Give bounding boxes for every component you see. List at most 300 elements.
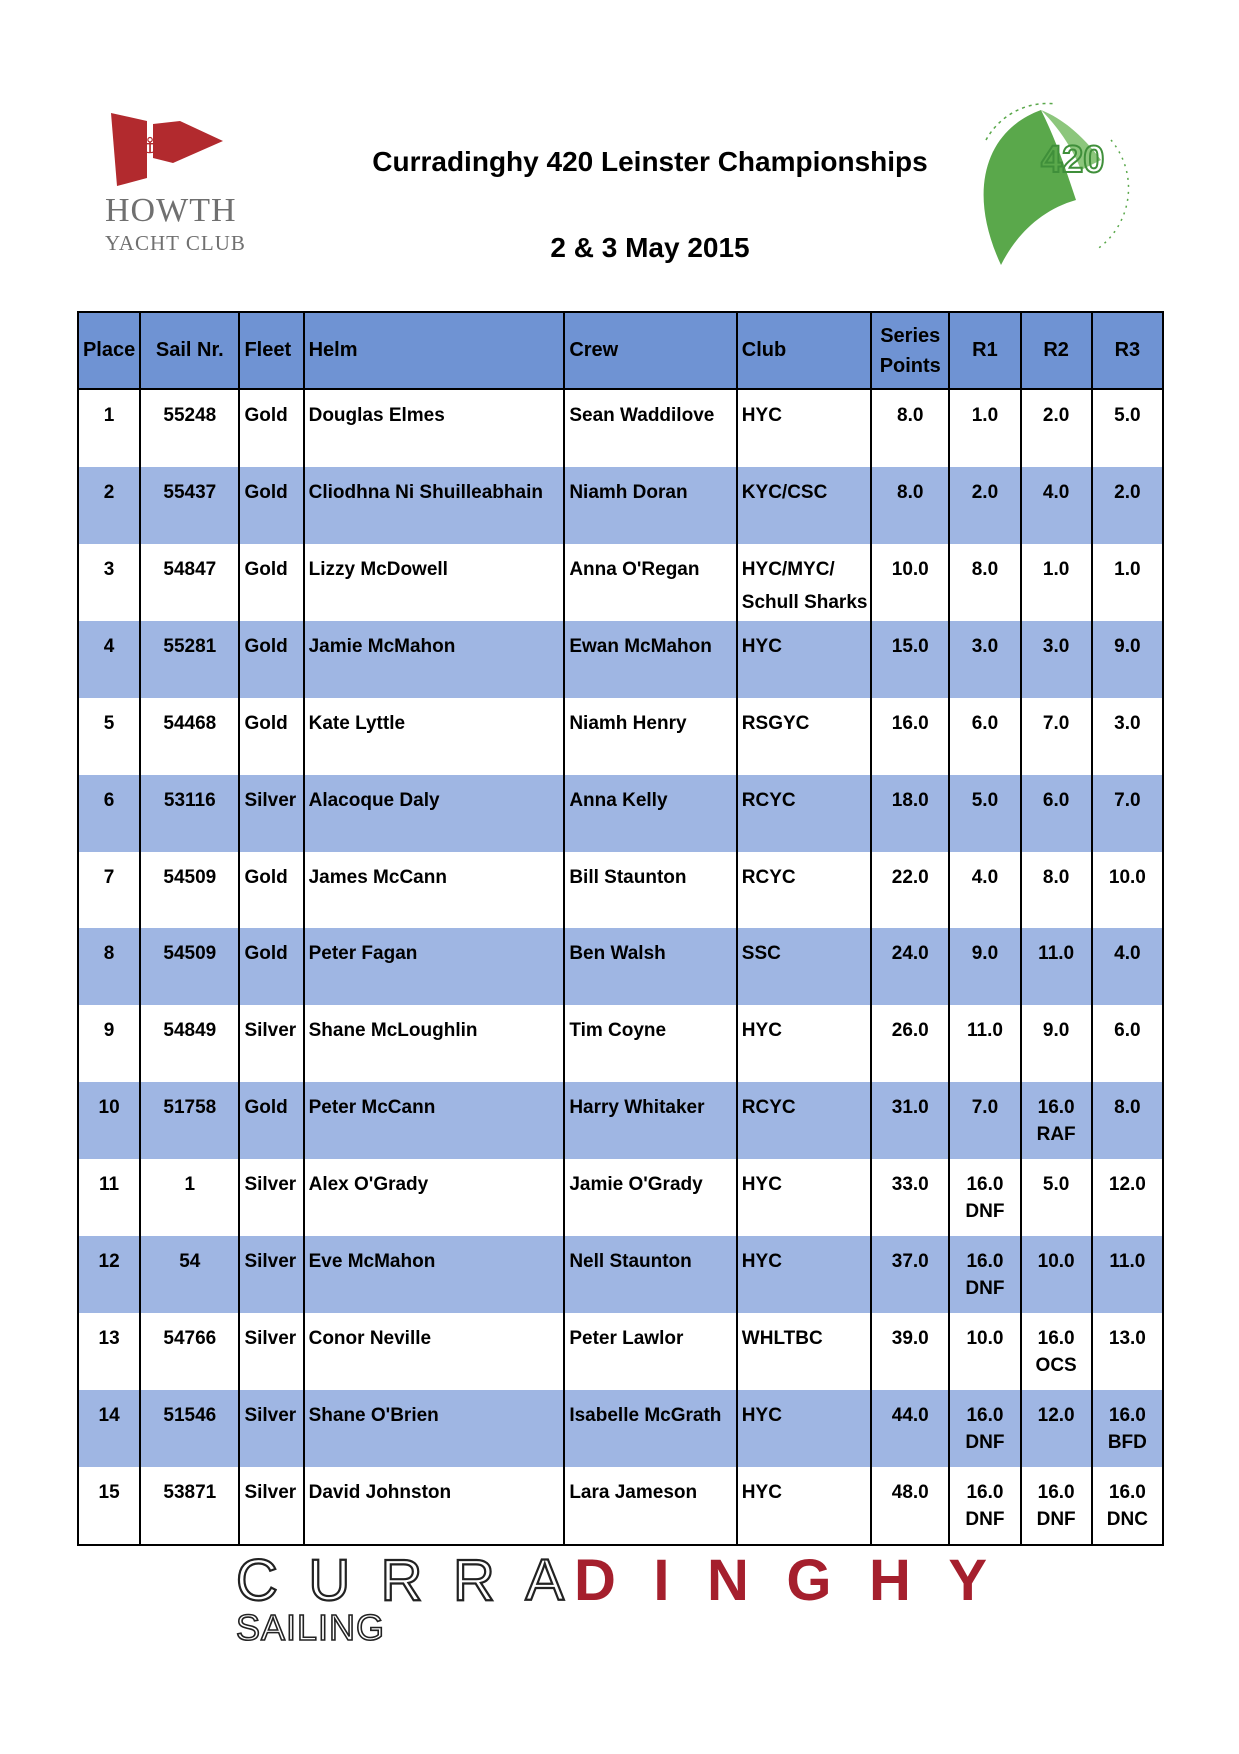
race-penalty-code: DNF (965, 1432, 1005, 1454)
cell-r1-value: 16.0 (966, 1405, 1004, 1427)
cell-fleet (239, 1313, 303, 1390)
table-row (78, 852, 1163, 929)
cell-helm-value: Conor Neville (308, 1328, 432, 1350)
cell-helm-value: Peter Fagan (308, 943, 418, 965)
cell-r2 (1021, 389, 1092, 467)
col-r2: R2 (1021, 312, 1092, 389)
cell-r2-value: 16.0 (1037, 1097, 1075, 1119)
cell-sail-nr-value: 55248 (163, 405, 217, 426)
cell-fleet-value: Silver (244, 1405, 297, 1427)
cell-club-value: SSC (741, 943, 781, 965)
cell-sail-nr (140, 1159, 239, 1236)
race-penalty-code: DNF (1036, 1508, 1076, 1530)
cell-series-points (871, 1005, 949, 1082)
cell-r3-value: 8.0 (1114, 1097, 1141, 1119)
cell-series-points (871, 1159, 949, 1236)
cell-sail-nr-value: 54847 (163, 558, 217, 580)
cell-helm-value: Eve McMahon (308, 1251, 436, 1273)
cell-r2-value: 9.0 (1042, 1020, 1070, 1042)
cell-helm (304, 1236, 565, 1313)
cell-series-points-value: 44.0 (891, 1405, 929, 1427)
cell-r3 (1092, 698, 1163, 775)
table-header-row (78, 312, 1163, 389)
cell-series-points (871, 1467, 949, 1545)
cell-r1-value: 8.0 (971, 558, 999, 580)
cell-r2 (1021, 1313, 1092, 1390)
cell-series-points (871, 621, 949, 698)
table-row (78, 928, 1163, 1005)
results-table (77, 311, 1164, 1546)
cell-fleet-value: Silver (244, 789, 297, 811)
cell-crew-value: Bill Staunton (569, 866, 687, 888)
cell-r3 (1092, 1159, 1163, 1236)
cell-club-value: HYC (741, 1174, 782, 1196)
cell-club-value: HYC (741, 1481, 782, 1503)
cell-r2-value: 8.0 (1042, 866, 1070, 888)
cell-crew-value: Ewan McMahon (569, 635, 712, 657)
cell-sail-nr-value: 53116 (163, 789, 216, 811)
cell-r2 (1021, 775, 1092, 852)
cell-r3 (1092, 928, 1163, 1005)
international-420-logo (946, 100, 1152, 280)
col-sail-nr: Sail Nr. (140, 312, 239, 389)
cell-helm-value: Douglas Elmes (308, 405, 445, 426)
cell-crew (564, 544, 736, 621)
cell-sail-nr (140, 467, 239, 544)
cell-crew (564, 389, 736, 467)
cell-fleet (239, 775, 303, 852)
cell-r2 (1021, 544, 1092, 621)
cell-club-value: RSGYC (741, 712, 810, 734)
cell-place-value: 3 (103, 558, 115, 580)
cell-club-value: HYC (741, 405, 782, 426)
cell-r1-value: 10.0 (966, 1328, 1004, 1350)
cell-helm-value: Shane O'Brien (308, 1405, 439, 1427)
cell-crew (564, 1236, 736, 1313)
cell-series-points-value: 39.0 (891, 1328, 929, 1350)
cell-r1-value: 1.0 (971, 405, 999, 426)
cell-fleet-value: Silver (244, 1328, 297, 1350)
table-row (78, 775, 1163, 852)
cell-crew-value: Nell Staunton (569, 1251, 692, 1273)
cell-r3 (1092, 852, 1163, 929)
race-penalty-code: DNF (965, 1508, 1005, 1530)
cell-r2-value: 7.0 (1042, 712, 1070, 734)
cell-r1-value: 16.0 (966, 1481, 1004, 1503)
cell-place (78, 1082, 140, 1159)
col-club: Club (737, 312, 871, 389)
cell-helm-value: Kate Lyttle (308, 712, 406, 734)
cell-r3 (1092, 1082, 1163, 1159)
cell-fleet (239, 928, 303, 1005)
cell-sail-nr (140, 775, 239, 852)
cell-fleet-value: Gold (244, 712, 288, 734)
cell-r3-value: 4.0 (1114, 943, 1141, 965)
cell-helm-value: Lizzy McDowell (308, 558, 448, 580)
brand-dinghy: DINGHY (574, 1552, 989, 1613)
cell-r3-value: 10.0 (1108, 866, 1146, 888)
flag-right-icon (153, 121, 223, 163)
cell-club-value: KYC/CSC (741, 481, 828, 503)
cell-r3-value: 1.0 (1114, 558, 1141, 580)
cell-series-points (871, 389, 949, 467)
cell-r2-value: 4.0 (1042, 481, 1070, 503)
cell-sail-nr (140, 698, 239, 775)
cell-helm-value: Jamie McMahon (308, 635, 456, 657)
cell-r1-value: 4.0 (971, 866, 999, 888)
cell-sail-nr-value: 1 (184, 1174, 196, 1196)
cell-crew-value: Tim Coyne (569, 1020, 667, 1042)
cell-sail-nr (140, 1082, 239, 1159)
cell-crew (564, 621, 736, 698)
cell-place (78, 928, 140, 1005)
col-crew: Crew (564, 312, 736, 389)
cell-r1-value: 9.0 (971, 943, 999, 965)
cell-series-points-value: 16.0 (891, 712, 929, 734)
cell-place (78, 852, 140, 929)
cell-club (737, 467, 871, 544)
cell-fleet-value: Silver (244, 1020, 297, 1042)
cell-crew (564, 1005, 736, 1082)
cell-r3 (1092, 1313, 1163, 1390)
cell-club-value: RCYC (741, 866, 796, 888)
cell-crew-value: Jamie O'Grady (569, 1174, 703, 1196)
cell-helm (304, 852, 565, 929)
table-row (78, 467, 1163, 544)
race-penalty-code: OCS (1035, 1355, 1077, 1377)
table-row (78, 1236, 1163, 1313)
cell-helm-value: Alacoque Daly (308, 789, 440, 811)
cell-fleet (239, 852, 303, 929)
cell-crew (564, 1082, 736, 1159)
cell-r2 (1021, 1005, 1092, 1082)
cell-sail-nr-value: 51758 (163, 1097, 217, 1119)
cell-fleet (239, 1005, 303, 1082)
cell-helm (304, 775, 565, 852)
cell-sail-nr (140, 1313, 239, 1390)
cell-r1-value: 3.0 (971, 635, 999, 657)
cell-series-points-value: 18.0 (891, 789, 929, 811)
cell-club-value: RCYC (741, 1097, 796, 1119)
brand-sailing: SAILING (236, 1607, 386, 1642)
cell-helm (304, 467, 565, 544)
cell-r2-value: 16.0 (1037, 1328, 1075, 1350)
cell-r2 (1021, 852, 1092, 929)
cell-club (737, 852, 871, 929)
cell-sail-nr (140, 852, 239, 929)
cell-sail-nr-value: 54849 (163, 1020, 217, 1042)
cell-place (78, 1005, 140, 1082)
cell-crew-value: Ben Walsh (569, 943, 666, 965)
cell-series-points-value: 37.0 (891, 1251, 929, 1273)
cell-club-value: HYC (741, 1251, 782, 1273)
cell-fleet (239, 1236, 303, 1313)
cell-club (737, 544, 871, 621)
cell-crew (564, 852, 736, 929)
anchor-icon: ⚓ (140, 134, 160, 159)
cell-series-points (871, 698, 949, 775)
cell-r1-value: 7.0 (971, 1097, 999, 1119)
cell-fleet-value: Gold (244, 481, 288, 503)
cell-crew (564, 1467, 736, 1545)
cell-r3 (1092, 389, 1163, 467)
cell-place-value: 1 (103, 405, 115, 426)
table-row (78, 1005, 1163, 1082)
cell-fleet (239, 621, 303, 698)
cell-r3 (1092, 1390, 1163, 1467)
cell-sail-nr-value: 54509 (163, 943, 217, 965)
cell-r3 (1092, 1467, 1163, 1545)
cell-series-points-value: 26.0 (891, 1020, 929, 1042)
cell-r1 (949, 1390, 1020, 1467)
cell-club (737, 1313, 871, 1390)
cell-fleet-value: Silver (244, 1251, 297, 1273)
cell-place-value: 13 (98, 1328, 120, 1350)
cell-place-value: 7 (103, 866, 115, 888)
cell-r3 (1092, 775, 1163, 852)
cell-crew (564, 1313, 736, 1390)
cell-r1 (949, 852, 1020, 929)
cell-r2 (1021, 698, 1092, 775)
cell-r2-value: 6.0 (1042, 789, 1070, 811)
cell-r2 (1021, 467, 1092, 544)
cell-sail-nr-value: 54 (179, 1251, 201, 1273)
cell-r1-value: 16.0 (966, 1251, 1004, 1273)
cell-helm-value: Cliodhna Ni Shuilleabhain (308, 481, 543, 503)
cell-fleet (239, 467, 303, 544)
cell-place (78, 775, 140, 852)
table-row (78, 698, 1163, 775)
cell-helm-value: David Johnston (308, 1481, 452, 1503)
cell-sail-nr (140, 1005, 239, 1082)
table-row (78, 1313, 1163, 1390)
cell-crew-value: Isabelle McGrath (569, 1405, 722, 1427)
cell-r2-value: 16.0 (1037, 1481, 1075, 1503)
cell-place-value: 8 (103, 943, 115, 965)
race-penalty-code: BFD (1107, 1432, 1147, 1454)
cell-r3 (1092, 621, 1163, 698)
cell-series-points-value: 8.0 (897, 481, 924, 503)
cell-r2 (1021, 928, 1092, 1005)
cell-place (78, 544, 140, 621)
cell-fleet (239, 1467, 303, 1545)
col-place: Place (78, 312, 140, 389)
cell-fleet (239, 544, 303, 621)
cell-r2-value: 2.0 (1042, 405, 1070, 426)
cell-sail-nr-value: 53871 (163, 1481, 217, 1503)
cell-club-line2: Schull Sharks (741, 591, 868, 613)
yacht-club-name: YACHT CLUB (105, 231, 246, 255)
cell-r3-value: 3.0 (1114, 712, 1141, 734)
cell-sail-nr-value: 54468 (163, 712, 217, 734)
cell-place-value: 5 (103, 712, 115, 734)
cell-place-value: 10 (98, 1097, 120, 1119)
cell-r3 (1092, 1005, 1163, 1082)
page-title: Curradinghy 420 Leinster Championships (372, 146, 928, 177)
cell-crew-value: Anna Kelly (569, 789, 668, 811)
cell-fleet-value: Gold (244, 635, 288, 657)
cell-sail-nr (140, 544, 239, 621)
cell-club (737, 1236, 871, 1313)
cell-helm (304, 621, 565, 698)
cell-fleet-value: Gold (244, 1097, 288, 1119)
cell-place (78, 1390, 140, 1467)
cell-series-points (871, 1313, 949, 1390)
table-row (78, 1390, 1163, 1467)
cell-sail-nr (140, 1467, 239, 1545)
cell-r2-value: 12.0 (1037, 1405, 1075, 1427)
cell-club (737, 775, 871, 852)
cell-r1 (949, 544, 1020, 621)
cell-club (737, 1159, 871, 1236)
cell-series-points (871, 1390, 949, 1467)
cell-series-points-value: 8.0 (897, 405, 924, 426)
cell-helm (304, 1313, 565, 1390)
cell-place-value: 11 (99, 1174, 120, 1196)
table-row (78, 621, 1163, 698)
cell-sail-nr (140, 621, 239, 698)
race-penalty-code: RAF (1036, 1124, 1076, 1146)
cell-r2 (1021, 1236, 1092, 1313)
cell-helm (304, 1159, 565, 1236)
cell-series-points (871, 544, 949, 621)
cell-place-value: 12 (98, 1251, 120, 1273)
cell-r2-value: 11.0 (1038, 943, 1075, 965)
cell-r2 (1021, 1390, 1092, 1467)
cell-series-points (871, 467, 949, 544)
cell-series-points-value: 22.0 (891, 866, 929, 888)
cell-crew (564, 775, 736, 852)
table-row (78, 1159, 1163, 1236)
cell-sail-nr-value: 55437 (163, 481, 217, 503)
cell-r2 (1021, 1082, 1092, 1159)
howth-name: HOWTH (105, 192, 237, 229)
cell-r3-value: 9.0 (1114, 635, 1141, 657)
cell-crew-value: Sean Waddilove (569, 405, 715, 426)
cell-sail-nr-value: 51546 (163, 1405, 217, 1427)
cell-crew (564, 1390, 736, 1467)
cell-club (737, 1390, 871, 1467)
cell-place-value: 2 (103, 481, 115, 503)
cell-r1-value: 5.0 (971, 789, 999, 811)
cell-r1-value: 11.0 (966, 1020, 1003, 1042)
cell-sail-nr (140, 1236, 239, 1313)
cell-r1 (949, 775, 1020, 852)
cell-club (737, 1005, 871, 1082)
cell-club (737, 621, 871, 698)
cell-place (78, 467, 140, 544)
cell-r1 (949, 1467, 1020, 1545)
cell-r1 (949, 1082, 1020, 1159)
cell-series-points-value: 24.0 (891, 943, 929, 965)
cell-series-points-value: 48.0 (891, 1481, 929, 1503)
cell-r1-value: 16.0 (966, 1174, 1004, 1196)
cell-r3-value: 16.0 (1108, 1405, 1146, 1427)
cell-sail-nr-value: 55281 (163, 635, 217, 657)
cell-r3-value: 12.0 (1108, 1174, 1146, 1196)
cell-place (78, 621, 140, 698)
cell-club (737, 1082, 871, 1159)
cell-club (737, 1467, 871, 1545)
cell-r3 (1092, 544, 1163, 621)
brand-curra: CURRA (236, 1552, 566, 1613)
cell-r2-value: 3.0 (1042, 635, 1070, 657)
cell-club-value: HYC (741, 1405, 782, 1427)
cell-sail-nr (140, 1390, 239, 1467)
cell-place (78, 1159, 140, 1236)
cell-place-value: 15 (98, 1481, 120, 1503)
cell-r3-value: 13.0 (1108, 1328, 1146, 1350)
cell-r2 (1021, 1467, 1092, 1545)
cell-fleet (239, 698, 303, 775)
table-row (78, 389, 1163, 467)
table-row (78, 1082, 1163, 1159)
cell-club-value: HYC/MYC/ (741, 558, 835, 580)
cell-helm (304, 928, 565, 1005)
cell-crew-value: Niamh Henry (569, 712, 687, 734)
cell-helm (304, 1082, 565, 1159)
cell-series-points (871, 928, 949, 1005)
cell-fleet (239, 1390, 303, 1467)
cell-helm (304, 1467, 565, 1545)
cell-crew (564, 467, 736, 544)
cell-crew (564, 698, 736, 775)
cell-fleet (239, 1082, 303, 1159)
cell-fleet (239, 389, 303, 467)
cell-sail-nr (140, 389, 239, 467)
cell-r1-value: 6.0 (971, 712, 999, 734)
cell-helm (304, 698, 565, 775)
cell-fleet-value: Gold (244, 866, 288, 888)
cell-r1 (949, 1313, 1020, 1390)
cell-place (78, 1467, 140, 1545)
cell-helm (304, 1390, 565, 1467)
cell-place (78, 1313, 140, 1390)
cell-r1 (949, 928, 1020, 1005)
cell-place-value: 4 (103, 635, 115, 657)
cell-crew-value: Harry Whitaker (569, 1097, 705, 1119)
cell-sail-nr-value: 54766 (163, 1328, 217, 1350)
cell-place-value: 14 (98, 1405, 120, 1427)
cell-place (78, 698, 140, 775)
cell-club-value: RCYC (741, 789, 796, 811)
cell-place-value: 9 (103, 1020, 115, 1042)
cell-sail-nr-value: 54509 (163, 866, 217, 888)
cell-r1 (949, 1005, 1020, 1082)
cell-crew-value: Peter Lawlor (569, 1328, 684, 1350)
race-penalty-code: DNF (965, 1201, 1005, 1223)
cell-r2 (1021, 1159, 1092, 1236)
cell-place-value: 6 (103, 789, 115, 811)
col-fleet: Fleet (239, 312, 303, 389)
table-row (78, 544, 1163, 621)
cell-club-value: WHLTBC (741, 1328, 823, 1350)
cell-series-points (871, 775, 949, 852)
cell-club-value: HYC (741, 1020, 782, 1042)
cell-r1 (949, 1159, 1020, 1236)
cell-r3-value: 7.0 (1114, 789, 1141, 811)
cell-helm-value: Peter McCann (308, 1097, 436, 1119)
cell-series-points-value: 31.0 (891, 1097, 929, 1119)
cell-fleet-value: Gold (244, 943, 288, 965)
cell-r3-value: 6.0 (1114, 1020, 1141, 1042)
cell-r3 (1092, 467, 1163, 544)
cell-r2 (1021, 621, 1092, 698)
cell-fleet (239, 1159, 303, 1236)
cell-fleet-value: Gold (244, 558, 288, 580)
cell-place (78, 389, 140, 467)
cell-helm (304, 544, 565, 621)
